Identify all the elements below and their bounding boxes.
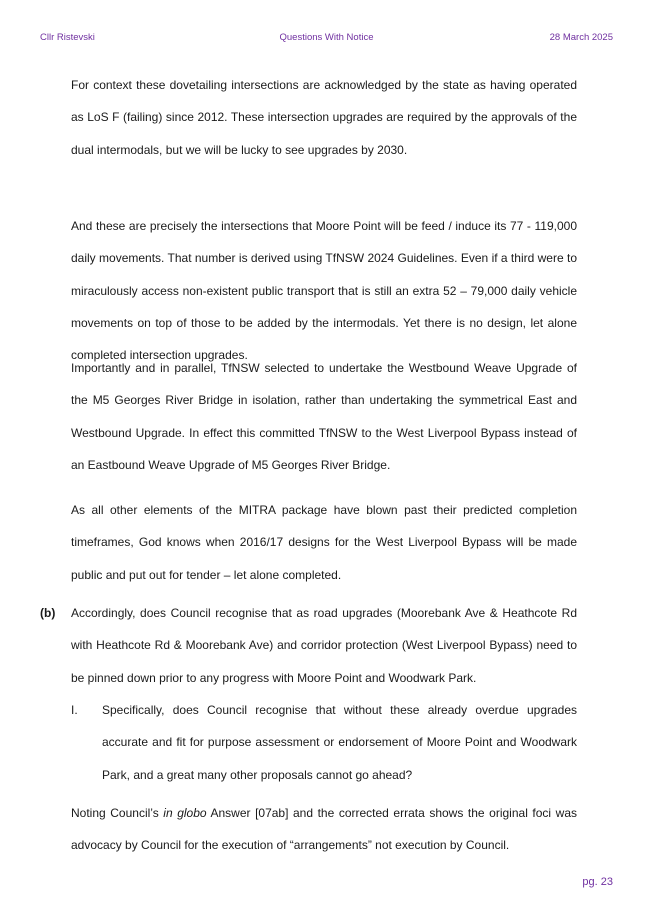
paragraph-mitra: As all other elements of the MITRA package have blown past their predicted completion timeframes, God knows when 2016/17 designs for the West Liverpool Bypass will be made public and put out for tender – let alone completed. xyxy=(71,503,577,582)
header-date: 28 March 2025 xyxy=(549,32,613,43)
closing-text-start: Noting Council’s xyxy=(71,806,164,820)
paragraph-moore-point: And these are precisely the intersections that Moore Point will be feed / induce its 77 - 119,000 daily movements. That number is derived using TfNSW 2024 Guidelines. Even if a third were to miraculously access non-existent public transport that is still an extra 52 – 79,000 daily vehicle movements on top of those to be added by the intermodals. Yet there is no design, let alone completed intersection upgrades. xyxy=(71,219,577,363)
paragraph-tfnsw: Importantly and in parallel, TfNSW selected to undertake the Westbound Weave Upgrade of the M5 Georges River Bridge in isolation, rather than undertaking the symmetrical East and Westbound Upgrade. In effect this committed TfNSW to the West Liverpool Bypass instead of an Eastbound Weave Upgrade of M5 Georges River Bridge. xyxy=(71,361,577,472)
sub-item-number: I. xyxy=(71,703,78,717)
page-number: pg. 23 xyxy=(582,876,613,888)
header-title: Questions With Notice xyxy=(279,32,374,43)
question-b-text: Accordingly, does Council recognise that as road upgrades (Moorebank Ave & Heathcote Rd with Heathcote Rd & Moorebank Ave) and corridor protection (West Liverpool Bypass) need to be pinned down prior to any progress with Moore Point and Woodwark Park. xyxy=(71,606,577,685)
header-author: Cllr Ristevski xyxy=(40,32,95,43)
paragraph-context: For context these dovetailing intersections are acknowledged by the state as having operated as LoS F (failing) since 2012. These intersection upgrades are required by the approvals of the dual intermodals, but we will be lucky to see upgrades by 2030. xyxy=(71,78,577,157)
question-b-label: (b) xyxy=(40,606,56,620)
closing-italic: in globo xyxy=(163,806,207,820)
closing-text-end: Answer [07ab] and the corrected errata shows the original foci was advocacy by Council for the execution of “arrangements” not execution by Council. xyxy=(71,806,578,853)
sub-item-text: Specifically, does Council recognise that without these already overdue upgrades accurate and fit for purpose assessment or endorsement of Moore Point and Woodwark Park, and a great many other proposals cannot go ahead? xyxy=(102,703,577,782)
closing-paragraph xyxy=(71,797,577,862)
